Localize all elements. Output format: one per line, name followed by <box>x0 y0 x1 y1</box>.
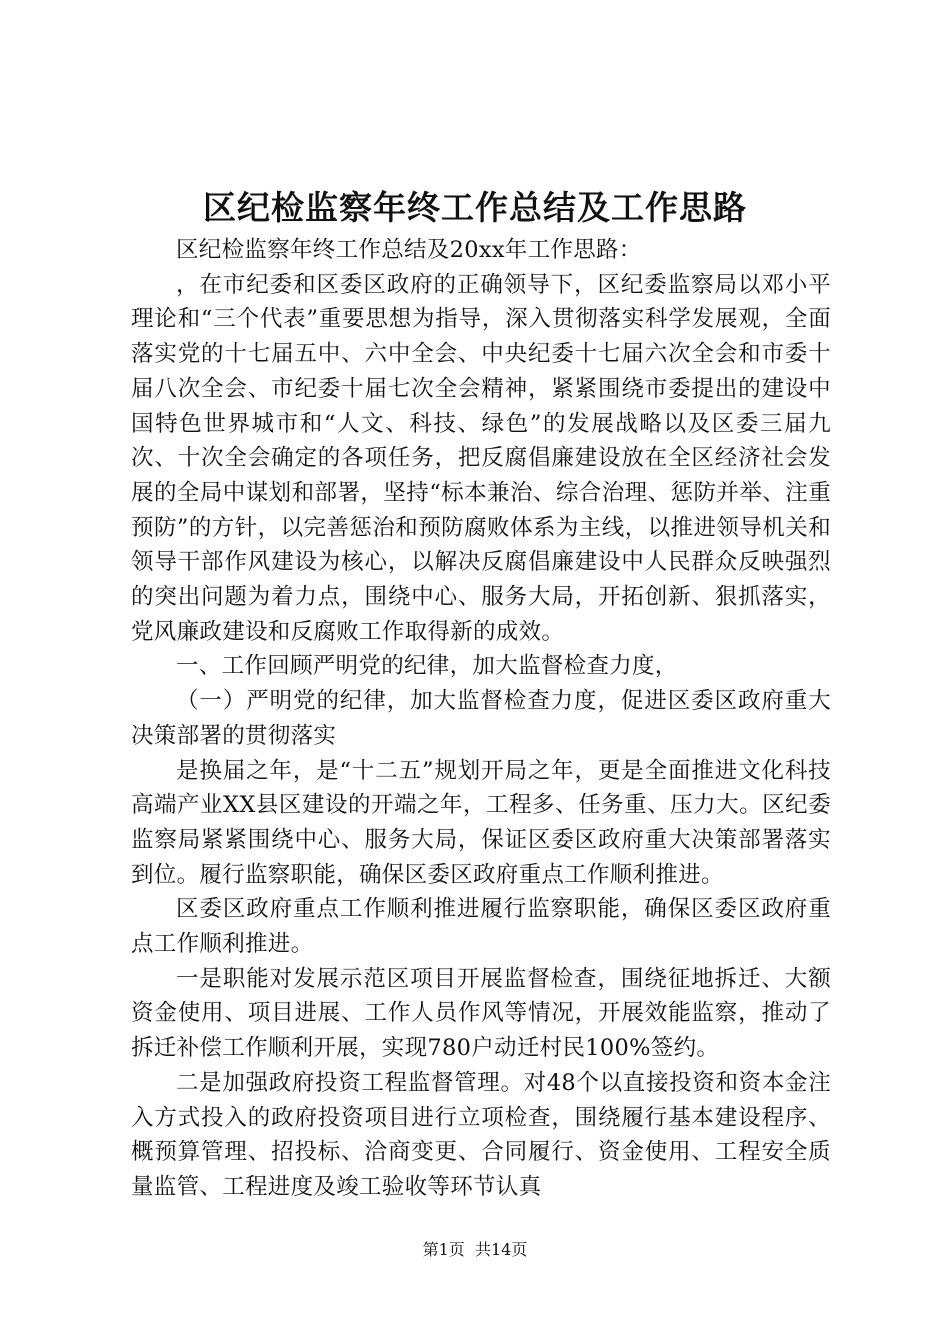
paragraph: 一是职能对发展示范区项目开展监督检查，围绕征地拆迁、大额资金使用、项目进展、工作人员作风等情况，开展效能监察，推动了拆迁补偿工作顺利开展，实现780户动迁村民100%签约。 <box>131 965 831 1062</box>
page-total: 共14页 <box>474 1240 528 1259</box>
paragraph: （一）严明党的纪律，加大监督检查力度，促进区委区政府重大决策部署的贯彻落实 <box>131 688 831 749</box>
paragraph: 区纪检监察年终工作总结及20xx年工作思路： <box>176 237 642 263</box>
document-title: 区纪检监察年终工作总结及工作思路 <box>203 188 747 227</box>
paragraph: 一、工作回顾严明党的纪律，加大监督检查力度， <box>176 653 678 680</box>
paragraph: ，在市纪委和区委区政府的正确领导下，区纪委监察局以邓小平理论和“三个代表”重要思想为指导，深入贯彻落实科学发展观，全面落实党的十七届五中、六中全会、中央纪委十七届六次全会和市委十届八次全会、市纪委十届七次全会精神，紧紧围绕市委提出的建设中国特色世界城市和“人文、科技、绿色”的发展战略以及区委三届九次、十次全会确定的各项任务，把反腐倡廉建设放在全区经济社会发展的全局中谋划和部署，坚持“标本兼治、综合治理、惩防并举、注重预防”的方针，以完善惩治和预防腐败体系为主线，以推进领导机关和领导干部作风建设为核心，以解决反腐倡廉建设中人民群众反映强烈的突出问题为着力点，围绕中心、服务大局，开拓创新、狠抓落实，党风廉政建设和反腐败工作取得新的成效。 <box>131 271 831 645</box>
paragraph: 区委区政府重点工作顺利推进履行监察职能，确保区委区政府重点工作顺利推进。 <box>131 896 831 958</box>
paragraph: 是换届之年，是“十二五”规划开局之年，更是全面推进文化科技高端产业XX县区建设的开端之年，工程多、任务重、压力大。区纪委监察局紧紧围绕中心、服务大局，保证区委区政府重大决策部署落实到位。履行监察职能，确保区委区政府重点工作顺利推进。 <box>131 757 831 888</box>
document-body <box>131 233 831 1205</box>
page-number: 第1页 <box>422 1240 465 1259</box>
page-footer <box>0 1238 950 1262</box>
paragraph: 二是加强政府投资工程监督管理。对48个以直接投资和资本金注入方式投入的政府投资项目进行立项检查，围绕履行基本建设程序、概预算管理、招投标、洽商变更、合同履行、资金使用、工程安全质量监管、工程进度及竣工验收等环节认真 <box>131 1069 831 1200</box>
